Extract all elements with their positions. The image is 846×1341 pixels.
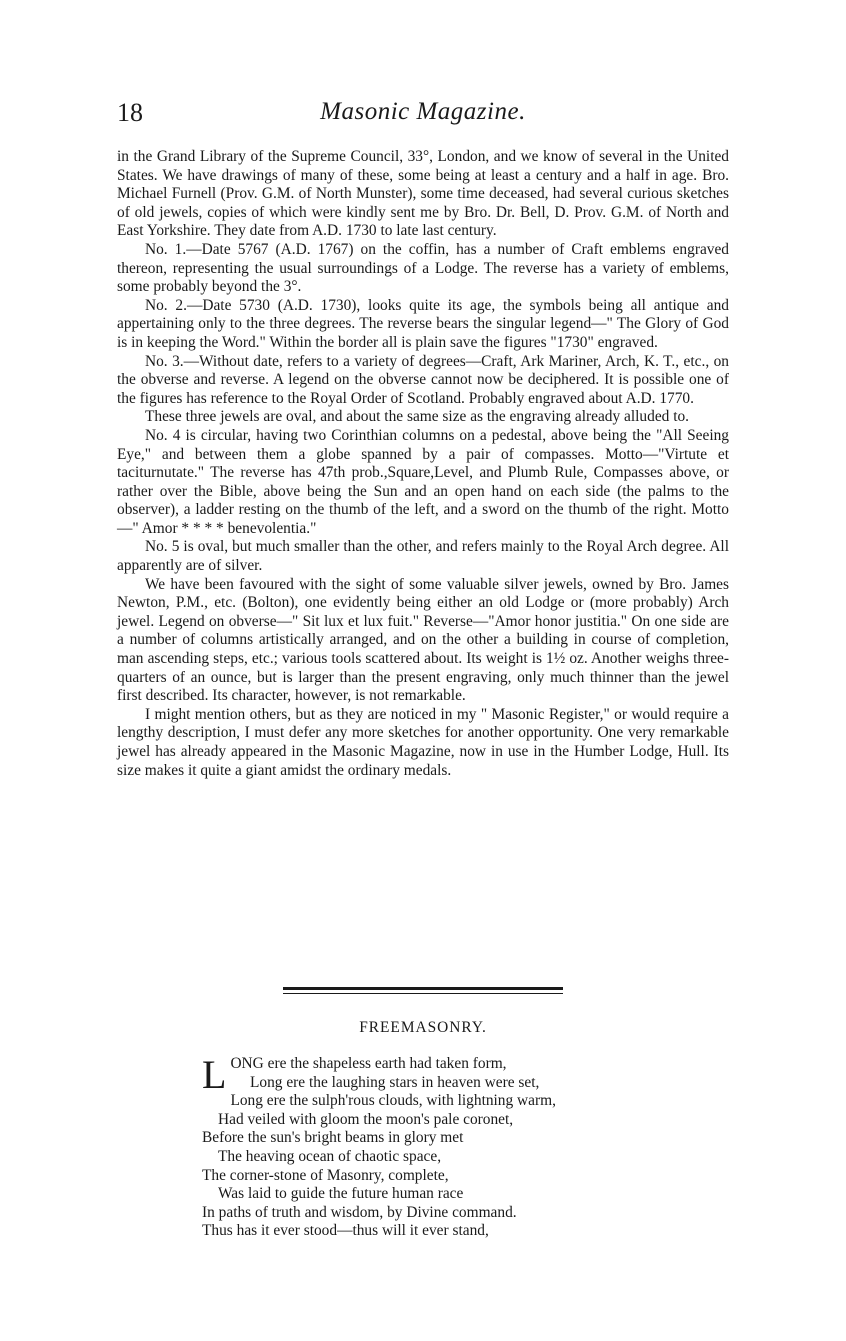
poem-line: Was laid to guide the future human race — [218, 1185, 464, 1203]
poem-line: ONG ere the shapeless earth had taken form, — [230, 1055, 507, 1072]
poem-line: Thus has it ever stood—thus will it ever stand, — [202, 1222, 489, 1240]
paragraph: in the Grand Library of the Supreme Council, 33°, London, and we know of several in the United States. We have drawings of many of these, some being at least a century and a half in age. Bro. Michael Furnell (Prov. G.M. of North Munster), some time deceased, had several curious sketches of old jewels, copies of which were kindly sent me by Bro. Dr. Bell, D. Prov. G.M. of North and East Yorkshire. They date from A.D. 1730 to late last century. — [117, 148, 729, 240]
page-number: 18 — [117, 98, 143, 127]
paragraph: No. 3.—Without date, refers to a variety of degrees—Craft, Ark Mariner, Arch, K. T., etc., on the obverse and reverse. A legend on the obverse cannot now be deciphered. It is possible one of the figures has reference to the Royal Order of Scotland. Probably engraved about A.D. 1770. — [117, 352, 729, 407]
poem-line: The corner-stone of Masonry, complete, — [202, 1166, 449, 1184]
poem-line: Before the sun's bright beams in glory met — [202, 1129, 464, 1147]
poem-line: The heaving ocean of chaotic space, — [218, 1147, 442, 1165]
paragraph: No. 4 is circular, having two Corinthian columns on a pedestal, above being the "All Seeing Eye," and between them a globe spanned by a pair of compasses. Motto—"Virtute et taciturnutate." The reverse has 47th prob.,Square,Level, and Plumb Rule, Compasses above, or rather over the Bible, above being the Sun and an open hand on each side (the palms to the observer), a ladder resting on the thumb of the left, and a sword on the thumb of the right. Motto—" Amor * * * * benevolentia." — [117, 426, 729, 537]
section-divider — [283, 987, 563, 994]
poem — [202, 1052, 722, 1241]
divider-thick-rule — [283, 987, 563, 990]
poem-line: In paths of truth and wisdom, by Divine command. — [202, 1203, 517, 1221]
drop-cap: L — [202, 1052, 227, 1097]
paragraph: We have been favoured with the sight of some valuable silver jewels, owned by Bro. James Newton, P.M., etc. (Bolton), one evidently being either an old Lodge or (more probably) Arch jewel. Legend on obverse—" Sit lux et lux fuit." Reverse—"Amor honor justitia." On one side are a number of columns artistically arranged, and on the other a building in course of completion, man ascending steps, etc.; various tools scattered about. Its weight is 1½ oz. Another weighs three-quarters of an ounce, but is larger than the present engraving, only much thinner than the jewel first described. Its character, however, is not remarkable. — [117, 575, 729, 705]
paragraph: No. 5 is oval, but much smaller than the other, and refers mainly to the Royal Arch degree. All apparently are of silver. — [117, 538, 729, 575]
page-header — [117, 98, 729, 138]
poem-line: Long ere the laughing stars in heaven were set, — [250, 1073, 540, 1091]
divider-thin-rule — [283, 993, 563, 994]
poem-line: Had veiled with gloom the moon's pale coronet, — [218, 1110, 514, 1128]
running-title: Masonic Magazine. — [320, 98, 526, 125]
poem-line: Long ere the sulph'rous clouds, with lightning warm, — [230, 1092, 556, 1110]
paragraph: I might mention others, but as they are noticed in my " Masonic Register," or would require a lengthy description, I must defer any more sketches for another opportunity. One very remarkable jewel has already appeared in the Masonic Magazine, now in use in the Humber Lodge, Hull. Its size makes it quite a giant amidst the ordinary medals. — [117, 705, 729, 779]
paragraph: These three jewels are oval, and about the same size as the engraving already alluded to. — [145, 408, 690, 426]
paragraph: No. 1.—Date 5767 (A.D. 1767) on the coffin, has a number of Craft emblems engraved thereon, representing the usual surroundings of a Lodge. The reverse has a variety of emblems, some probably beyond the 3°. — [117, 240, 729, 296]
poem-title: FREEMASONRY. — [359, 1019, 487, 1036]
paragraph: No. 2.—Date 5730 (A.D. 1730), looks quite its age, the symbols being all antique and appertaining only to the three degrees. The reverse bears the singular legend—" The Glory of God is in keeping the Word." Within the border all is plain save the figures "1730" engraved. — [117, 296, 729, 351]
article-body — [117, 148, 729, 780]
